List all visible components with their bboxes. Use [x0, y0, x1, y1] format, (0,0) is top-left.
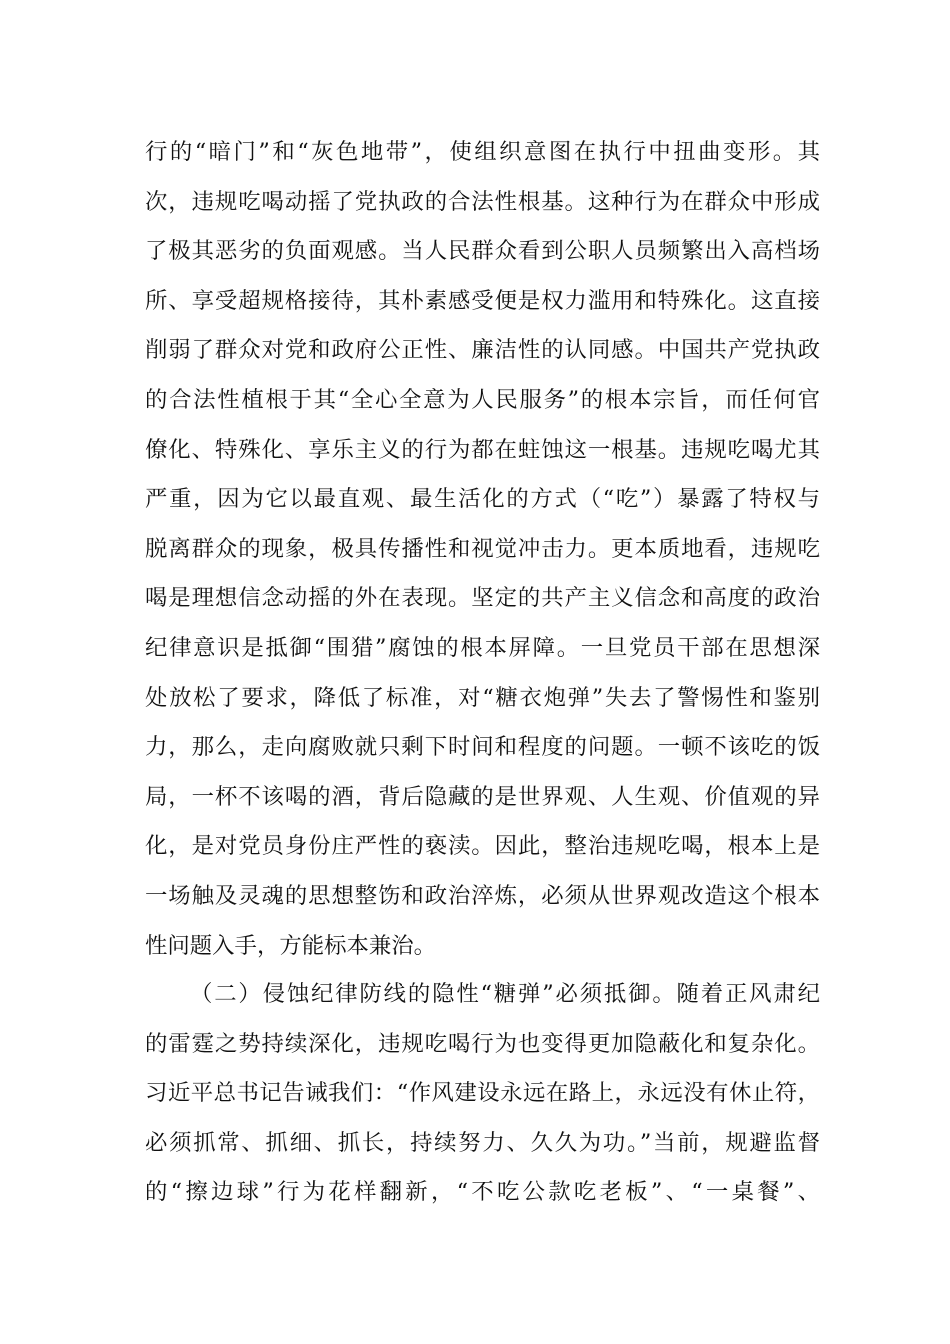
- text-line: 脱离群众的现象，极具传播性和视觉冲击力。更本质地看，违规吃: [145, 535, 820, 562]
- text-line: 局，一杯不该喝的酒，背后隐藏的是世界观、人生观、价值观的异: [145, 783, 820, 810]
- text-line: 的雷霆之势持续深化，违规吃喝行为也变得更加隐蔽化和复杂化。: [145, 1030, 820, 1057]
- text-line: 必须抓常、抓细、抓长，持续努力、久久为功。”当前，规避监督: [145, 1129, 820, 1156]
- text-line: 的“擦边球”行为花样翻新，“不吃公款吃老板”、“一桌餐”、: [145, 1179, 820, 1206]
- text-line: 严重，因为它以最直观、最生活化的方式（“吃”）暴露了特权与: [145, 486, 820, 513]
- text-line: 性问题入手，方能标本兼治。: [145, 932, 437, 959]
- text-line: 的合法性植根于其“全心全意为人民服务”的根本宗旨，而任何官: [145, 386, 820, 413]
- text-line: 次，违规吃喝动摇了党执政的合法性根基。这种行为在群众中形成: [145, 188, 820, 215]
- text-line: 处放松了要求，降低了标准，对“糖衣炮弹”失去了警惕性和鉴别: [145, 684, 820, 711]
- text-line: 行的“暗门”和“灰色地带”，使组织意图在执行中扭曲变形。其: [145, 139, 820, 165]
- text-line: 喝是理想信念动摇的外在表现。坚定的共产主义信念和高度的政治: [145, 585, 820, 612]
- section-heading-line: （二）侵蚀纪律防线的隐性“糖弹”必须抵御。随着正风肃纪: [190, 981, 820, 1007]
- text-line: 化，是对党员身份庄严性的亵渎。因此，整治违规吃喝，根本上是: [145, 833, 820, 860]
- text-line: 习近平总书记告诫我们：“作风建设永远在路上，永远没有休止符，: [145, 1080, 820, 1107]
- text-line: 削弱了群众对党和政府公正性、廉洁性的认同感。中国共产党执政: [145, 337, 820, 364]
- paragraph-section-two: [145, 970, 820, 1218]
- text-line: 了极其恶劣的负面观感。当人民群众看到公职人员频繁出入高档场: [145, 238, 820, 265]
- paragraph-continued: [145, 128, 820, 971]
- text-line: 所、享受超规格接待，其朴素感受便是权力滥用和特殊化。这直接: [145, 287, 820, 314]
- text-line: 纪律意识是抵御“围猎”腐蚀的根本屏障。一旦党员干部在思想深: [145, 634, 820, 661]
- text-line: 僚化、特殊化、享乐主义的行为都在蛀蚀这一根基。违规吃喝尤其: [145, 436, 820, 463]
- text-line: 力，那么，走向腐败就只剩下时间和程度的问题。一顿不该吃的饭: [145, 734, 820, 761]
- text-line: 一场触及灵魂的思想整饬和政治淬炼，必须从世界观改造这个根本: [145, 882, 820, 909]
